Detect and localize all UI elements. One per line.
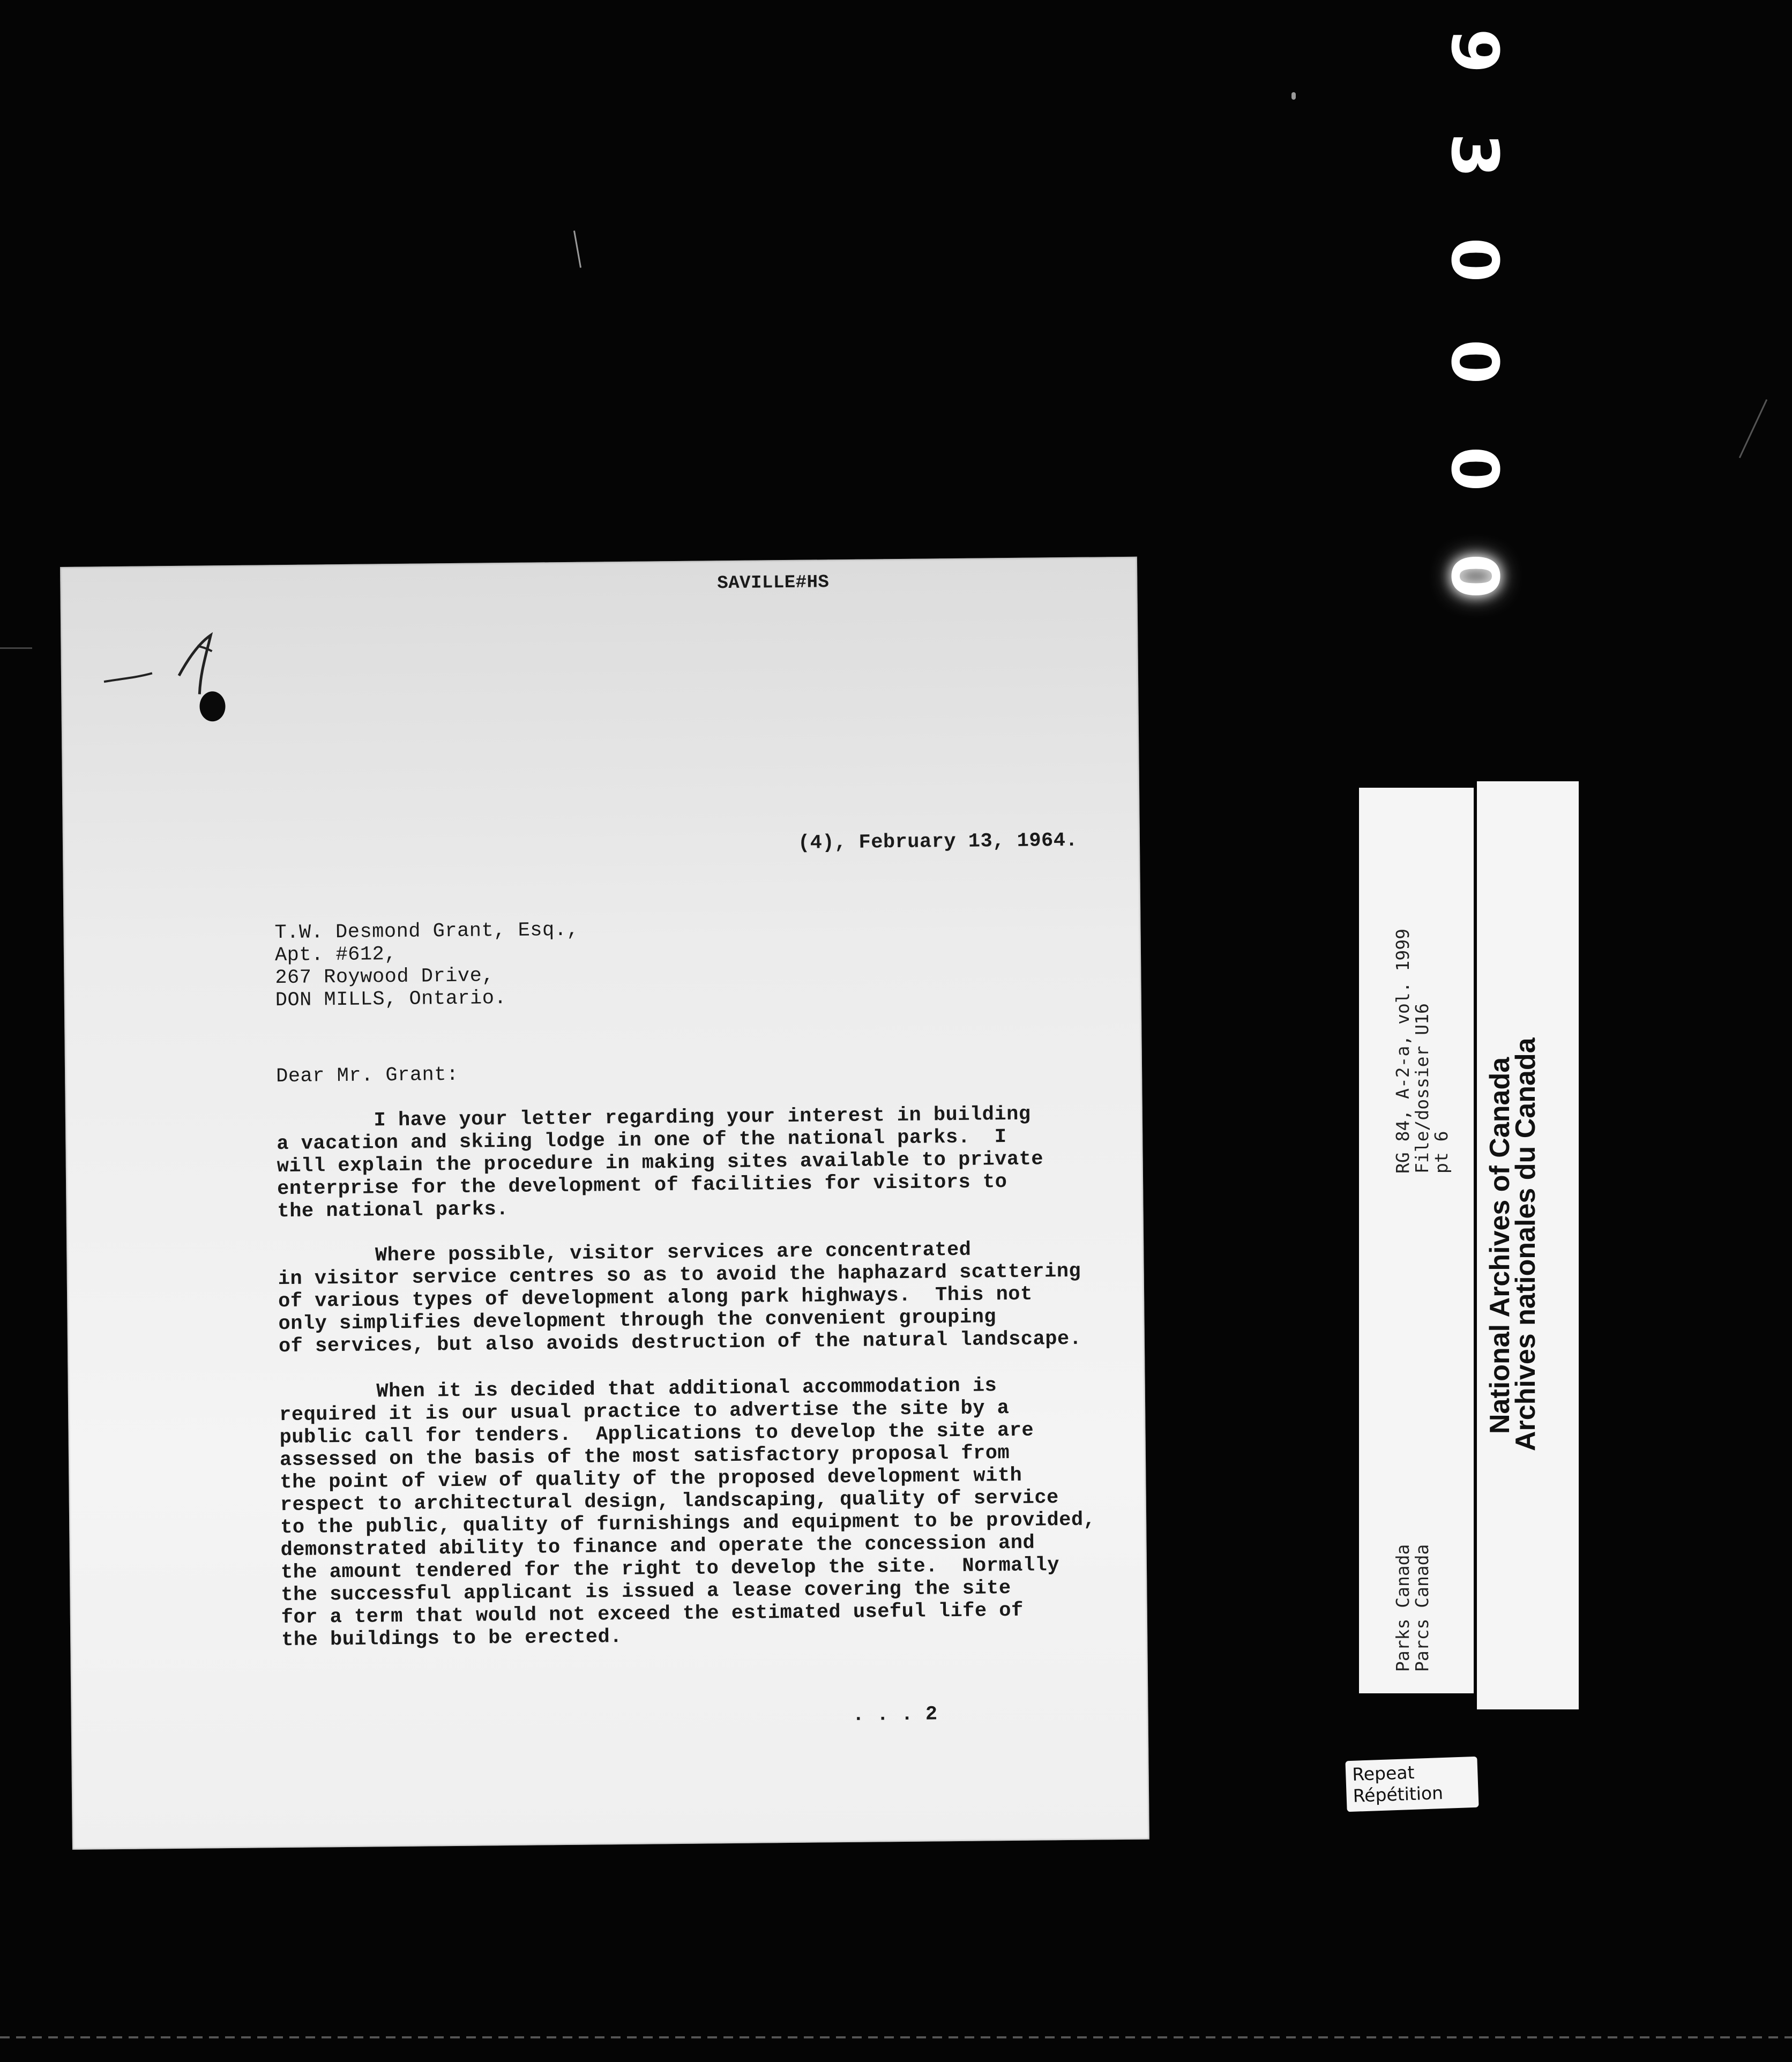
paragraph-line: a vacation and skiing lodge in one of the national parks. I xyxy=(277,1126,1007,1156)
paragraph-line: required it is our usual practice to advertise the site by a xyxy=(279,1397,1010,1427)
paragraph-line: I have your letter regarding your interest in building xyxy=(276,1103,1031,1133)
national-archives-en: National Archives of Canada xyxy=(1484,1057,1515,1434)
frame-digit: 9 xyxy=(1437,28,1511,73)
repeat-label-fr: Répétition xyxy=(1353,1782,1444,1806)
repeat-label-en: Repeat xyxy=(1352,1761,1415,1785)
national-archives-fr: Archives nationales du Canada xyxy=(1510,1037,1541,1451)
frame-digit: 0 xyxy=(1437,237,1511,282)
paragraph-line: of services, but also avoids destruction of the natural landscape. xyxy=(278,1327,1082,1358)
frame-number-strip xyxy=(1436,11,1511,599)
paragraph-line: demonstrated ability to finance and operate the concession and xyxy=(280,1531,1035,1562)
film-edge xyxy=(0,2036,1792,2038)
paragraph-line: only simplifies development through the convenient grouping xyxy=(278,1306,997,1336)
file-reference: SAVILLE#HS xyxy=(717,572,830,594)
national-archives-label xyxy=(1477,781,1579,1709)
address-line: DON MILLS, Ontario. xyxy=(275,987,507,1012)
archive-reference-line: RG 84, A-2-a, vol. 1999 xyxy=(1392,929,1413,1174)
archive-org-fr: Parcs Canada xyxy=(1412,1544,1432,1672)
handwritten-mark xyxy=(98,608,271,749)
film-scratch xyxy=(573,230,581,267)
paragraph-line: When it is decided that additional accommodation is xyxy=(279,1374,997,1404)
frame-digit: 0 xyxy=(1437,554,1511,599)
frame-digit: 3 xyxy=(1437,133,1511,178)
salutation: Dear Mr. Grant: xyxy=(275,1063,459,1088)
archive-reference-line: File/dossier U16 xyxy=(1412,1003,1432,1174)
address-line: 267 Roywood Drive, xyxy=(275,965,495,990)
paragraph-line: Where possible, visitor services are concentrated xyxy=(278,1238,972,1268)
paragraph-line: the amount tendered for the right to develop the site. Normally xyxy=(280,1554,1060,1585)
address-line: T.W. Desmond Grant, Esq., xyxy=(274,918,579,945)
paragraph-line: in visitor service centres so as to avoid the haphazard scattering xyxy=(278,1260,1081,1291)
repeat-label xyxy=(1345,1757,1479,1812)
paragraph-line: respect to architectural design, landscaping, quality of service xyxy=(280,1486,1059,1517)
film-scratch xyxy=(1739,399,1767,458)
paragraph-line: for a term that would not exceed the estimated useful life of xyxy=(281,1599,1024,1630)
paragraph-line: will explain the procedure in making sites available to private xyxy=(277,1148,1044,1178)
paragraph-line: the buildings to be erected. xyxy=(281,1626,623,1652)
letter-date: (4), February 13, 1964. xyxy=(797,829,1078,855)
paragraph-line: the national parks. xyxy=(277,1198,509,1223)
paragraph-line: the point of view of quality of the proposed development with xyxy=(280,1464,1022,1495)
letter-page xyxy=(60,557,1149,1850)
address-line: Apt. #612, xyxy=(274,943,397,967)
film-scratch xyxy=(0,647,32,649)
archive-reference-label xyxy=(1359,788,1474,1693)
paragraph-line: enterprise for the development of facilities for visitors to xyxy=(277,1171,1007,1201)
film-scratch xyxy=(1291,92,1296,100)
frame-digit: 0 xyxy=(1437,446,1511,491)
paragraph-line: to the public, quality of furnishings and equipment to be provided, xyxy=(280,1508,1096,1540)
archive-reference-line: pt 6 xyxy=(1431,1131,1452,1174)
continuation-marker: . . . 2 xyxy=(852,1703,938,1727)
paragraph-line: of various types of development along park highways. This not xyxy=(278,1283,1033,1313)
paragraph-line: assessed on the basis of the most satisfactory proposal from xyxy=(279,1442,1010,1472)
frame-digit: 0 xyxy=(1437,339,1511,384)
paragraph-line: the successful applicant is issued a lease covering the site xyxy=(281,1577,1011,1607)
archive-org-en: Parks Canada xyxy=(1392,1544,1413,1672)
paragraph-line: public call for tenders. Applications to develop the site are xyxy=(279,1419,1034,1450)
